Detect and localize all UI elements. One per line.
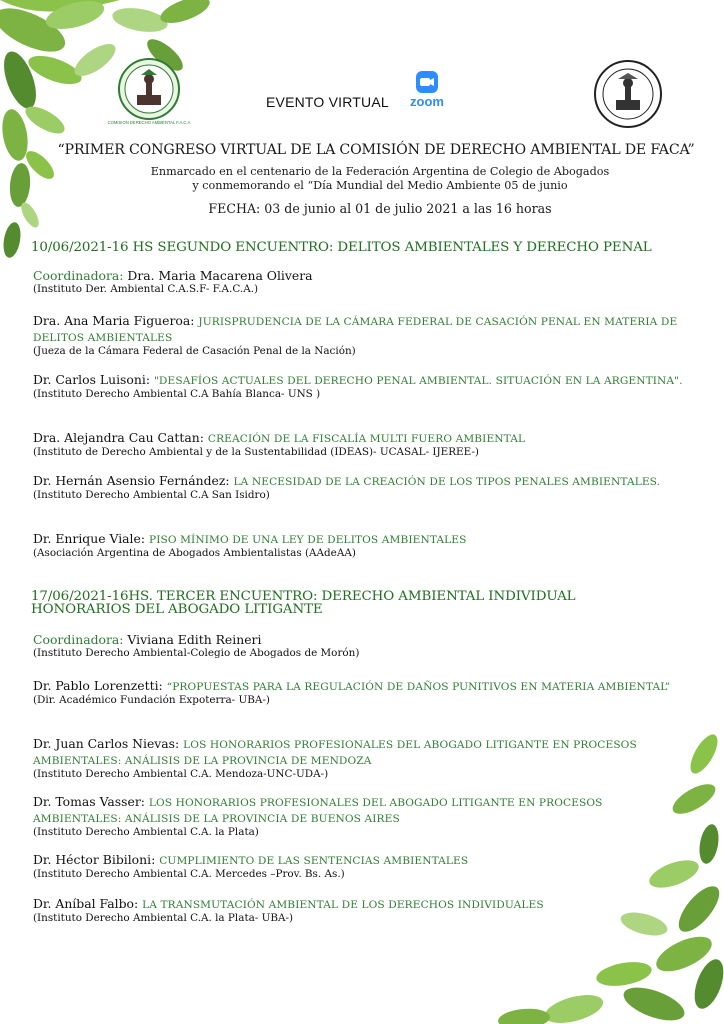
speaker-entry xyxy=(33,473,693,502)
speaker-institution: (Instituto Derecho Ambiental C.A. Mendoza-UNC-UDA-) xyxy=(33,768,329,780)
talk-title: CREACIÓN DE LA FISCALÍA MULTI FUERO AMBIENTAL xyxy=(207,433,526,445)
logo-left-caption: COMISION DERECHO AMBIENTAL F.A.C.A xyxy=(107,120,191,125)
speaker-entry xyxy=(33,852,693,881)
coordinator-institution: (Instituto Der. Ambiental C.A.S.F- F.A.C.A.) xyxy=(33,283,259,295)
talk-title: JURISPRUDENCIA DE LA CÁMARA FEDERAL DE CASACIÓN PENAL EN MATERIA DE DELITOS AMBIENTALES xyxy=(33,316,678,344)
speaker-institution: (Jueza de la Cámara Federal de Casación Penal de la Nación) xyxy=(33,345,356,357)
session-2-heading-line-1: 17/06/2021-16HS. TERCER ENCUENTRO: DERECHO AMBIENTAL INDIVIDUAL xyxy=(31,589,576,604)
session-1-heading: 10/06/2021-16 HS SEGUNDO ENCUENTRO: DELITOS AMBIENTALES Y DERECHO PENAL xyxy=(31,240,652,255)
speaker-institution: (Instituto Derecho Ambiental C.A. la Plata) xyxy=(33,826,259,838)
talk-title: “PROPUESTAS PARA LA REGULACIÓN DE DAÑOS PUNITIVOS EN MATERIA AMBIENTAL” xyxy=(166,681,671,693)
session-2-coordinator xyxy=(33,632,693,660)
coordinator-label: Coordinadora: xyxy=(33,268,124,283)
speaker-entry xyxy=(33,372,693,401)
speaker-institution: (Instituto Derecho Ambiental C.A San Isidro) xyxy=(33,489,270,501)
speaker-institution: (Instituto de Derecho Ambiental y de la Sustentabilidad (IDEAS)- UCASAL- IJEREE-) xyxy=(33,446,479,458)
congress-title: “PRIMER CONGRESO VIRTUAL DE LA COMISIÓN DE DERECHO AMBIENTAL DE FACA” xyxy=(57,142,695,158)
speaker-entry xyxy=(33,736,693,781)
coordinator-label: Coordinadora: xyxy=(33,632,124,647)
speaker-entry xyxy=(33,531,693,560)
subtitle-line-1: Enmarcado en el centenario de la Federación Argentina de Colegio de Abogados xyxy=(150,165,610,178)
faca-logo xyxy=(592,58,664,130)
talk-title: PISO MÍNIMO DE UNA LEY DE DELITOS AMBIENTALES xyxy=(148,534,467,546)
zoom-camera-icon xyxy=(403,70,451,96)
speaker-name: Dr. Carlos Luisoni: xyxy=(33,372,150,387)
speaker-name: Dra. Ana Maria Figueroa: xyxy=(33,313,195,328)
talk-title: LOS HONORARIOS PROFESIONALES DEL ABOGADO LITIGANTE EN PROCESOS AMBIENTALES: ANÁLISIS DE LA PROVINCIA DE MENDOZA xyxy=(33,739,637,767)
subtitle-line-2: y conmemorando el “Día Mundial del Medio Ambiente 05 de junio xyxy=(192,179,568,192)
event-virtual-label: EVENTO VIRTUAL xyxy=(266,94,389,110)
speaker-entry xyxy=(33,430,693,459)
session-2-heading xyxy=(31,590,701,616)
speaker-name: Dr. Hernán Asensio Fernández: xyxy=(33,473,230,488)
speaker-name: Dr. Enrique Viale: xyxy=(33,531,146,546)
speaker-institution: (Instituto Derecho Ambiental C.A Bahía Blanca- UNS ) xyxy=(33,388,321,400)
speaker-entry xyxy=(33,896,693,925)
speaker-name: Dr. Juan Carlos Nievas: xyxy=(33,736,180,751)
talk-title: LA NECESIDAD DE LA CREACIÓN DE LOS TIPOS PENALES AMBIENTALES. xyxy=(233,476,661,488)
coordinator-name: Viviana Edith Reineri xyxy=(127,632,262,647)
speaker-name: Dra. Alejandra Cau Cattan: xyxy=(33,430,204,445)
speaker-institution: (Dir. Académico Fundación Expoterra- UBA-) xyxy=(33,694,270,706)
session-1-coordinator xyxy=(33,268,693,296)
talk-title: LA TRANSMUTACIÓN AMBIENTAL DE LOS DERECHOS INDIVIDUALES xyxy=(142,899,544,911)
speaker-institution: (Instituto Derecho Ambiental C.A. la Plata- UBA-) xyxy=(33,912,294,924)
zoom-logo xyxy=(403,70,451,112)
speaker-institution: (Instituto Derecho Ambiental C.A. Mercedes –Prov. Bs. As.) xyxy=(33,868,345,880)
faca-comision-logo xyxy=(107,55,191,127)
coordinator-institution: (Instituto Derecho Ambiental-Colegio de Abogados de Morón) xyxy=(33,647,360,659)
talk-title: LOS HONORARIOS PROFESIONALES DEL ABOGADO LITIGANTE EN PROCESOS AMBIENTALES: ANÁLISIS DE LA PROVINCIA DE BUENOS AIRES xyxy=(33,797,603,825)
speaker-institution: (Asociación Argentina de Abogados Ambientalistas (AAdeAA) xyxy=(33,547,356,559)
zoom-wordmark: zoom xyxy=(410,94,444,109)
speaker-name: Dr. Tomas Vasser: xyxy=(33,794,145,809)
event-date: FECHA: 03 de junio al 01 de julio 2021 a las 16 horas xyxy=(208,201,552,216)
coordinator-name: Dra. Maria Macarena Olivera xyxy=(127,268,313,283)
session-2-heading-line-2: HONORARIOS DEL ABOGADO LITIGANTE xyxy=(31,602,323,617)
speaker-entry xyxy=(33,794,693,839)
speaker-entry xyxy=(33,678,693,707)
speaker-entry xyxy=(33,313,693,358)
speaker-name: Dr. Héctor Bibiloni: xyxy=(33,852,156,867)
talk-title: "DESAFÍOS ACTUALES DEL DERECHO PENAL AMBIENTAL. SITUACIÓN EN LA ARGENTINA". xyxy=(153,375,683,387)
speaker-name: Dr. Pablo Lorenzetti: xyxy=(33,678,163,693)
talk-title: CUMPLIMIENTO DE LAS SENTENCIAS AMBIENTALES xyxy=(159,855,469,867)
speaker-name: Dr. Aníbal Falbo: xyxy=(33,896,139,911)
